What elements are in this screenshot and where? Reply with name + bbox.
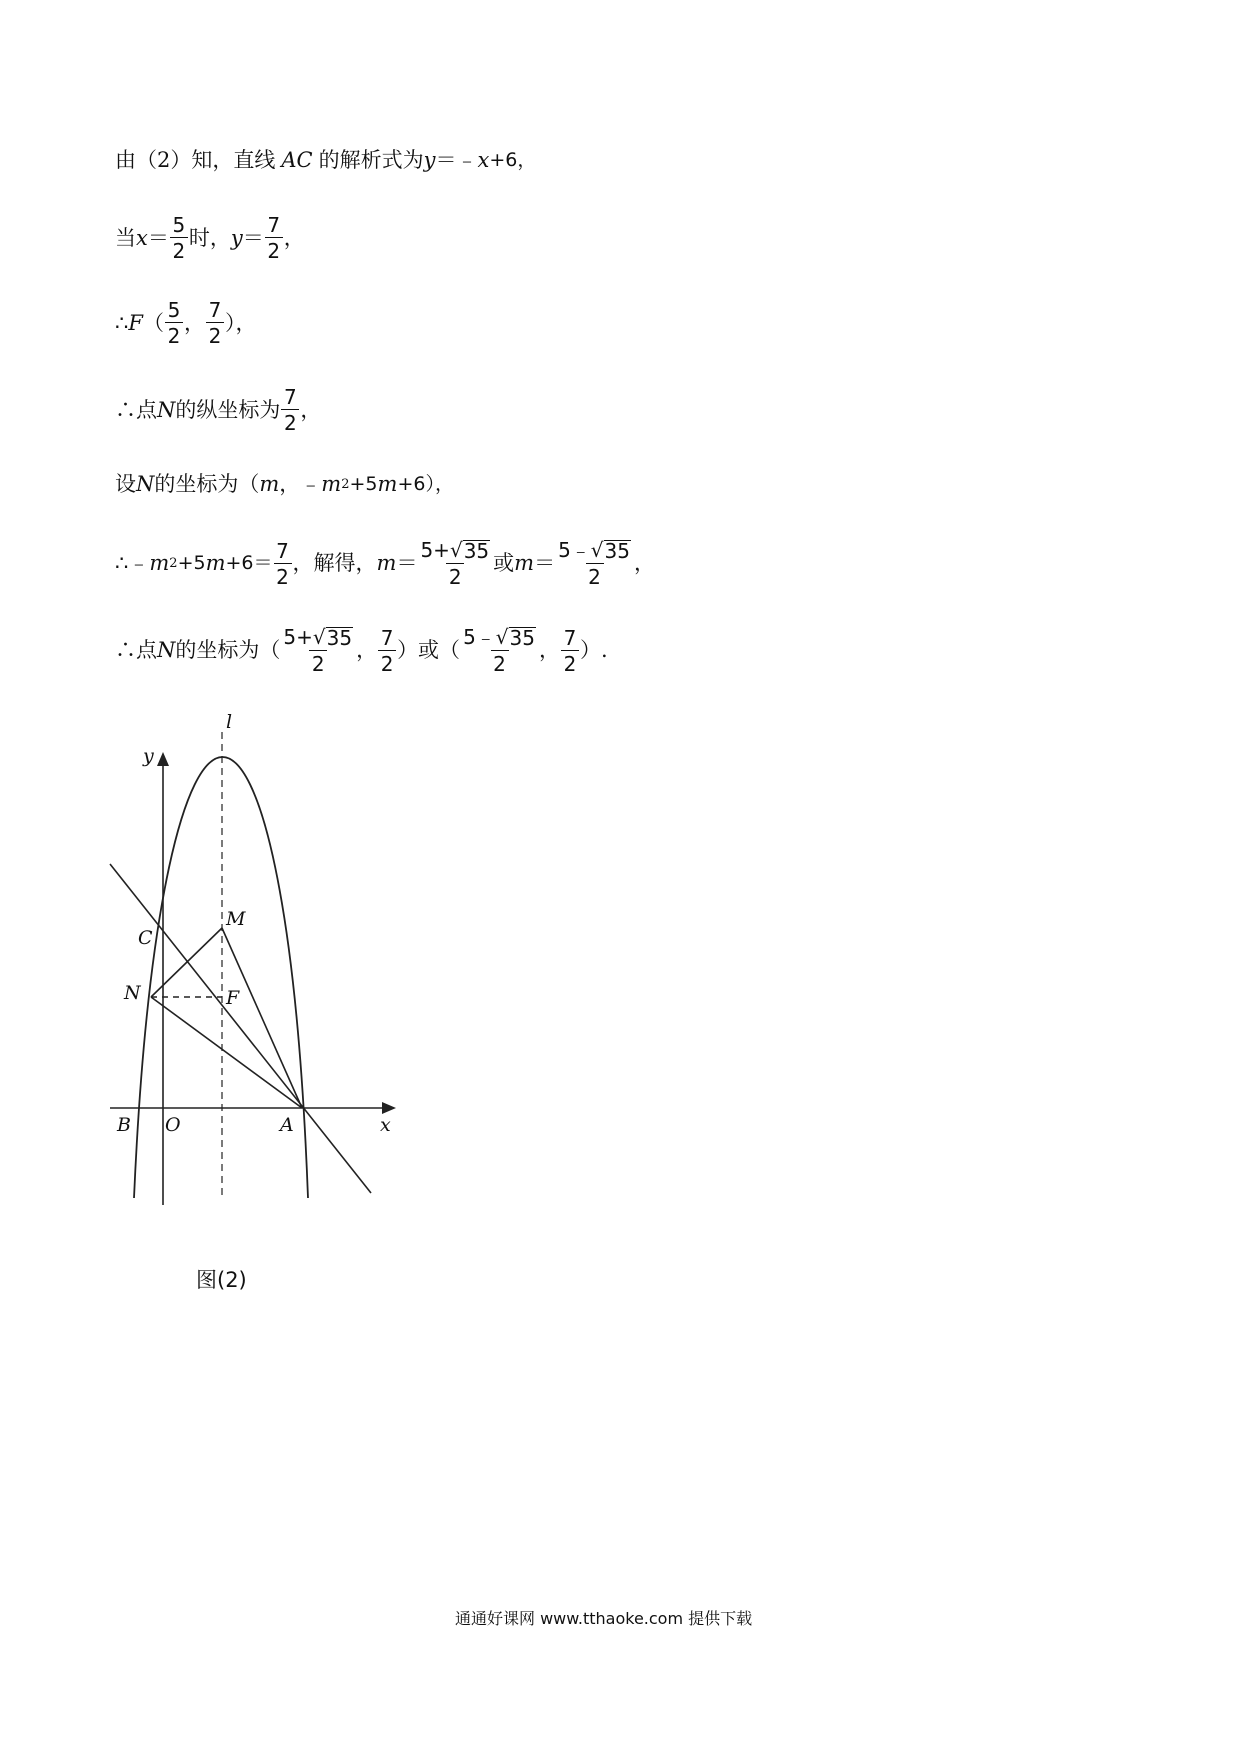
- text: ，: [283, 225, 305, 250]
- var-x: x: [477, 148, 490, 172]
- text: ∴点: [115, 638, 157, 662]
- segment-NM: [151, 928, 222, 997]
- sqrt-sign: √: [312, 625, 326, 649]
- var-m: m: [205, 551, 226, 575]
- sqrt-sign: √: [449, 538, 463, 562]
- parabola-diagram: [100, 710, 420, 1240]
- var-m: m: [321, 472, 342, 496]
- var-m: m: [376, 551, 397, 575]
- text: ＝: [147, 225, 169, 250]
- segment-NA: [151, 997, 302, 1108]
- text: +6），: [397, 473, 454, 495]
- footer-source: 通通好课网 www.tthaoke.com 提供下载: [455, 1609, 753, 1628]
- solution-line-4: [115, 387, 321, 433]
- fraction: $\frac{7}{2}$: [561, 628, 579, 674]
- text: ，: [634, 551, 655, 575]
- var-m: m: [149, 551, 170, 575]
- text: ）或（: [397, 638, 461, 662]
- text: ，: [300, 397, 322, 422]
- text: ＝: [242, 225, 264, 250]
- fraction: $\frac{7}{2}$: [378, 628, 396, 674]
- text: ，: [183, 310, 205, 335]
- fraction: $\frac{7}{2}$: [206, 300, 224, 346]
- text: ，解得，: [292, 551, 377, 575]
- solution-line-2: [115, 215, 305, 261]
- radical-fraction: 5+ √ 35 2: [420, 538, 490, 589]
- fraction: $\frac{7}{2}$: [281, 387, 299, 433]
- sqrt-sign: √: [590, 538, 604, 562]
- point-N: N: [136, 472, 155, 496]
- point-N: N: [157, 638, 176, 662]
- text: +6＝: [225, 552, 273, 574]
- text: 当: [115, 225, 136, 250]
- text: 设: [115, 472, 136, 496]
- solution-line-7: [115, 627, 608, 674]
- label-y: y: [143, 745, 154, 767]
- var-m: m: [514, 551, 535, 575]
- text: 的坐标为（: [175, 638, 281, 662]
- text: +5: [349, 473, 378, 495]
- figure-caption: 图(2): [196, 1268, 247, 1292]
- text: ＝﹣: [435, 148, 478, 172]
- label-N: N: [124, 982, 141, 1004]
- fraction: $\frac{7}{2}$: [265, 215, 283, 261]
- fraction: $\frac{5}{2}$: [170, 215, 188, 261]
- radical-fraction: 5﹣ √ 35 2: [463, 625, 535, 676]
- solution-line-1: [115, 150, 536, 171]
- label-l: l: [226, 711, 233, 733]
- label-B: B: [117, 1114, 131, 1136]
- text: ，: [539, 638, 560, 662]
- point-F: F: [128, 310, 143, 335]
- text: 由（2）知，直线: [115, 148, 276, 172]
- text: 的纵坐标为: [175, 397, 281, 422]
- radical-fraction: 5﹣ √ 35 2: [558, 538, 630, 589]
- point-N: N: [157, 397, 176, 422]
- text: ）.: [580, 638, 608, 662]
- text: 或: [493, 551, 515, 575]
- text: ，﹣: [279, 472, 322, 496]
- text: （: [142, 310, 164, 335]
- text: ＝: [534, 551, 556, 575]
- x-axis-arrow: [382, 1102, 396, 1114]
- text: ∴: [115, 310, 129, 335]
- label-C: C: [138, 927, 153, 949]
- var-m: m: [377, 472, 398, 496]
- fraction: $\frac{7}{2}$: [274, 541, 292, 587]
- text: +6，: [489, 149, 537, 171]
- var-y: y: [423, 148, 436, 172]
- label-O: O: [165, 1114, 181, 1136]
- text: ＝: [396, 551, 418, 575]
- radical-fraction: 5+ √ 35 2: [283, 625, 353, 676]
- text: ，: [356, 638, 378, 662]
- label-A: A: [280, 1114, 294, 1136]
- fraction: $\frac{5}{2}$: [165, 300, 183, 346]
- var-y: y: [230, 225, 243, 250]
- text: ），: [224, 310, 257, 335]
- label-x: x: [380, 1114, 391, 1136]
- text: 时，: [188, 225, 231, 250]
- solution-line-5: 设 N 的坐标为（ m ，﹣ m 2 +5 m +6），: [115, 472, 454, 496]
- label-M: M: [226, 908, 246, 930]
- text: 的坐标为（: [154, 472, 260, 496]
- var-m: m: [259, 472, 280, 496]
- var-x: x: [136, 225, 148, 250]
- solution-line-6: ∴﹣ m 2 +5 m +6＝ $\frac{7}{2}$ ，解得， m ＝ 5+ √ 35 2 或 m ＝ 5﹣ √ 35 2 ，: [115, 538, 655, 589]
- text: +5: [177, 552, 206, 574]
- solution-line-3: [115, 300, 256, 346]
- text: ∴﹣: [115, 551, 150, 575]
- sqrt-sign: √: [495, 625, 509, 649]
- text: 的解析式为: [318, 148, 424, 172]
- line-name: AC: [281, 148, 313, 172]
- text: ∴点: [115, 397, 157, 422]
- label-F: F: [226, 987, 240, 1009]
- y-axis-arrow: [157, 752, 169, 766]
